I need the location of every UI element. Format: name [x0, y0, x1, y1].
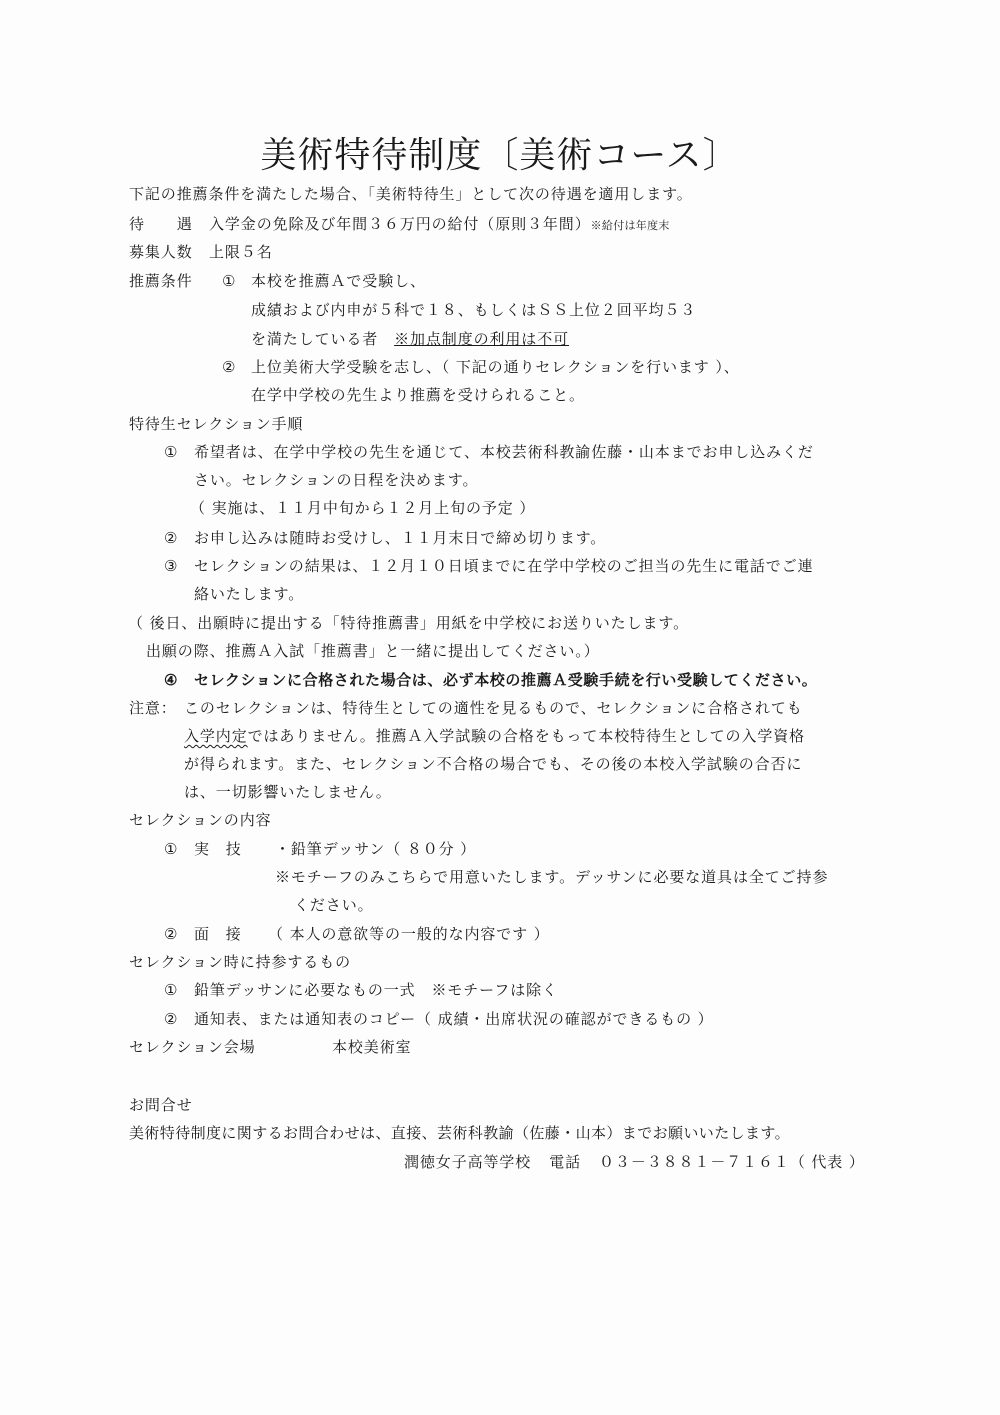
conditions-label: 推薦条件 [129, 272, 193, 290]
bring-heading: セレクション時に持参するもの [129, 953, 352, 971]
intro-text: 下記の推薦条件を満たした場合、「美術特待生」として次の待遇を適用します。 [129, 185, 693, 203]
content-1-number: ① [164, 840, 179, 858]
caution-line2-text: ではありません。推薦Ａ入学試験の合格をもって本校特待生としての入学資格 [247, 727, 806, 745]
caution-line2 [184, 725, 805, 747]
bring-1-text: 鉛筆デッサンに必要なもの一式 ※モチーフは除く [194, 981, 558, 999]
contact-line1: 美術特待制度に関するお問合わせは、直接、芸術科教諭（佐藤・山本）までお願いいたします。 [129, 1124, 791, 1142]
content-1-note1: ※モチーフのみこちらで用意いたします。デッサンに必要な道具は全てご持参 [275, 868, 829, 886]
content-1-text: ・鉛筆デッサン（ ８０分 ） [275, 840, 477, 858]
content-heading: セレクションの内容 [129, 811, 272, 829]
venue-text: 本校美術室 [332, 1038, 412, 1056]
content-2-text: （ 本人の意欲等の一般的な内容です ） [268, 925, 550, 943]
step-3-line2: 絡いたします。 [194, 585, 305, 603]
step-3-number: ③ [164, 557, 179, 575]
condition-2-line1: 上位美術大学受験を志し、（ 下記の通りセレクションを行います ）、 [251, 358, 740, 376]
condition-2-line2: 在学中学校の先生より推薦を受けられること。 [251, 386, 585, 404]
treatment-text: 入学金の免除及び年間３６万円の給付（原則３年間） [209, 215, 591, 233]
treatment-row [209, 213, 670, 237]
condition-1-line2: 成績および内申が５科で１８、もしくはＳＳ上位２回平均５３ [251, 301, 697, 319]
paren-note-line1: （ 後日、出願時に提出する「特待推薦書」用紙を中学校にお送りいたします。 [128, 614, 689, 632]
condition-1-note: ※加点制度の利用は不可 [394, 330, 570, 348]
bring-1-number: ① [164, 981, 179, 999]
step-1-line2: さい。セレクションの日程を決めます。 [194, 471, 479, 489]
step-4-number: ④ [164, 671, 179, 689]
caution-label: 注意： [129, 699, 177, 717]
content-2-number: ② [164, 925, 179, 943]
recruitment-label: 募集人数 [129, 243, 193, 261]
content-2-label: 面 接 [194, 925, 242, 943]
bring-2-text: 通知表、または通知表のコピー（ 成績・出席状況の確認ができるもの ） [194, 1010, 714, 1028]
caution-highlight: 入学内定 [184, 727, 248, 745]
step-2-line1: お申し込みは随時お受けし、１１月末日で締め切ります。 [194, 529, 607, 547]
caution-line3: が得られます。また、セレクション不合格の場合でも、その後の本校入学試験の合否に [184, 755, 803, 773]
contact-info [404, 1151, 865, 1173]
treatment-note: ※給付は年度末 [590, 219, 670, 232]
condition-1-line3 [251, 328, 569, 350]
caution-line1: このセレクションは、特待生としての適性を見るもので、セレクションに合格されても [184, 699, 803, 717]
condition-2-number: ② [222, 358, 237, 376]
content-1-label: 実 技 [194, 840, 242, 858]
procedure-heading: 特待生セレクション手順 [129, 415, 304, 433]
bring-2-number: ② [164, 1010, 179, 1028]
contact-heading: お問合せ [129, 1096, 193, 1114]
condition-1-line1: 本校を推薦Ａで受験し、 [251, 272, 426, 290]
school-name: 潤徳女子高等学校 [404, 1153, 532, 1171]
step-1-number: ① [164, 443, 179, 461]
page-title: 美術特待制度〔美術コース〕 [260, 135, 740, 176]
phone-label: 電話 [549, 1153, 582, 1171]
step-4-line1: セレクションに合格された場合は、必ず本校の推薦Ａ受験手続を行い受験してください。 [194, 671, 818, 689]
step-1-line1: 希望者は、在学中学校の先生を通じて、本校芸術科教諭佐藤・山本までお申し込みくだ [194, 443, 814, 461]
condition-1-number: ① [222, 272, 237, 290]
content-1-note2: ください。 [294, 896, 374, 914]
step-1-line3: （ 実施は、１１月中旬から１２月上旬の予定 ） [190, 499, 536, 517]
condition-1-line3-text: を満たしている者 [251, 330, 395, 348]
venue-label: セレクション会場 [129, 1038, 256, 1056]
treatment-label: 待 遇 [129, 215, 193, 233]
recruitment-text: 上限５名 [209, 243, 273, 261]
step-2-number: ② [164, 529, 179, 547]
step-3-line1: セレクションの結果は、１２月１０日頃までに在学中学校のご担当の先生に電話でご連 [194, 557, 814, 575]
paren-note-line2: 出願の際、推薦Ａ入試「推薦書」と一緒に提出してください。） [146, 642, 600, 660]
phone-number: ０３－３８８１－７１６１（ 代表 ） [599, 1153, 865, 1171]
caution-line4: は、一切影響いたしません。 [184, 783, 392, 801]
